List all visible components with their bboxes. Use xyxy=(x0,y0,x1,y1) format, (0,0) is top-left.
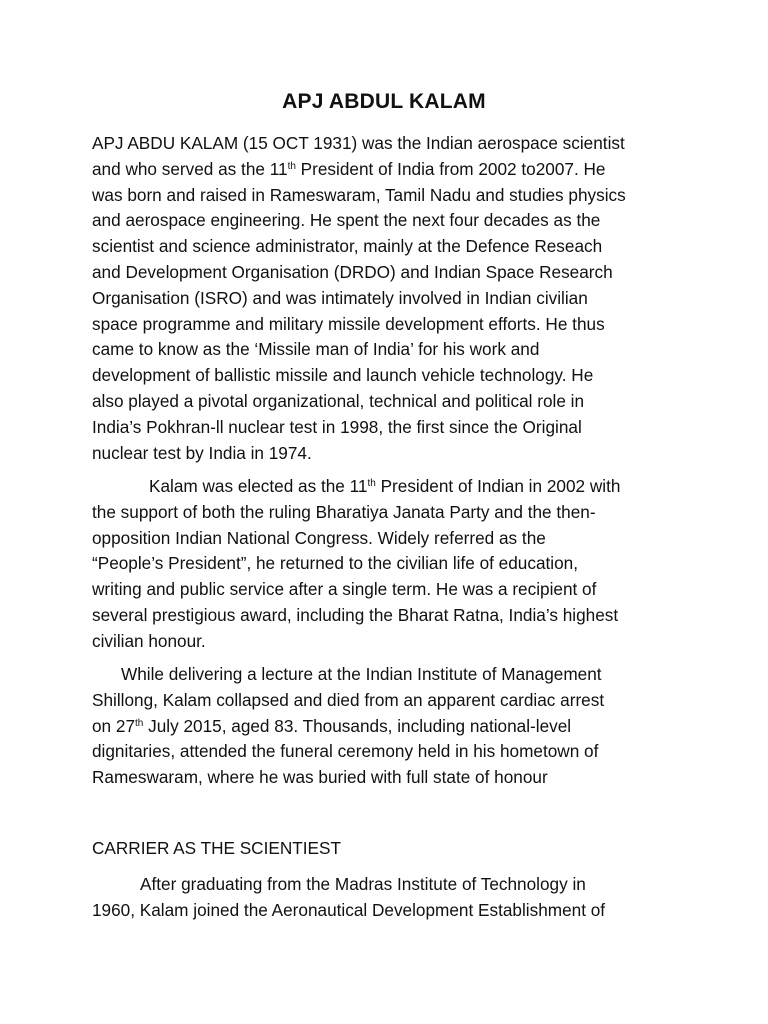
text-line: several prestigious award, including the Bharat Ratna, India’s highest xyxy=(92,604,619,625)
text-line: writing and public service after a single term. He was a recipient of xyxy=(92,579,597,600)
text-line xyxy=(92,157,680,183)
text-line: Shillong, Kalam collapsed and died from an apparent cardiac arrest xyxy=(92,689,605,710)
text-fragment: Kalam was elected as the 11 xyxy=(149,476,368,496)
text-line xyxy=(92,474,680,500)
superscript: th xyxy=(287,160,296,172)
text-line: also played a pivotal organizational, technical and political role in xyxy=(92,390,585,411)
text-line: Rameswaram, where he was buried with full state of honour xyxy=(92,767,548,788)
text-fragment: July 2015, aged 83. Thousands, including national-level xyxy=(143,715,572,736)
text-line: Organisation (ISRO) and was intimately involved in Indian civilian xyxy=(92,287,588,308)
paragraph-intro xyxy=(92,131,680,466)
text-line: came to know as the ‘Missile man of India’ for his work and xyxy=(92,339,540,360)
paragraph-death xyxy=(92,662,680,791)
superscript: th xyxy=(135,717,144,729)
paragraph-career xyxy=(92,872,680,924)
text-line: While delivering a lecture at the Indian Institute of Management xyxy=(121,664,602,684)
text-line: 1960, Kalam joined the Aeronautical Development Establishment of xyxy=(92,899,606,920)
text-line: space programme and military missile development efforts. He thus xyxy=(92,313,605,334)
section-heading: CARRIER AS THE SCIENTIEST xyxy=(92,838,341,858)
text-line: “People’s President”, he returned to the civilian life of education, xyxy=(92,553,578,574)
text-line: development of ballistic missile and launch vehicle technology. He xyxy=(92,365,594,386)
text-line: APJ ABDU KALAM (15 OCT 1931) was the Indian aerospace scientist xyxy=(92,133,625,153)
text-fragment: President of Indian in 2002 with xyxy=(375,476,621,496)
text-line xyxy=(92,714,680,740)
text-fragment: on 27 xyxy=(92,715,136,736)
text-line: opposition Indian National Congress. Widely referred as the xyxy=(92,527,546,548)
text-fragment: President of India from 2002 to2007. He xyxy=(295,158,606,179)
text-line: scientist and science administrator, mainly at the Defence Reseach xyxy=(92,236,603,257)
text-fragment: and who served as the 11 xyxy=(92,158,288,179)
document-title: APJ ABDUL KALAM xyxy=(282,90,486,113)
text-line: and Development Organisation (DRDO) and Indian Space Research xyxy=(92,261,613,282)
text-line: civilian honour. xyxy=(92,630,206,651)
paragraph-presidency xyxy=(92,474,680,655)
text-line: the support of both the ruling Bharatiya Janata Party and the then- xyxy=(92,501,596,522)
text-line: and aerospace engineering. He spent the next four decades as the xyxy=(92,210,601,231)
text-line: India’s Pokhran-ll nuclear test in 1998, the first since the Original xyxy=(92,416,582,437)
text-line: dignitaries, attended the funeral ceremony held in his hometown of xyxy=(92,741,599,762)
superscript: th xyxy=(367,478,376,489)
text-line: After graduating from the Madras Institute of Technology in xyxy=(140,874,586,894)
text-line: was born and raised in Rameswaram, Tamil Nadu and studies physics xyxy=(92,184,626,205)
text-line: nuclear test by India in 1974. xyxy=(92,442,312,463)
